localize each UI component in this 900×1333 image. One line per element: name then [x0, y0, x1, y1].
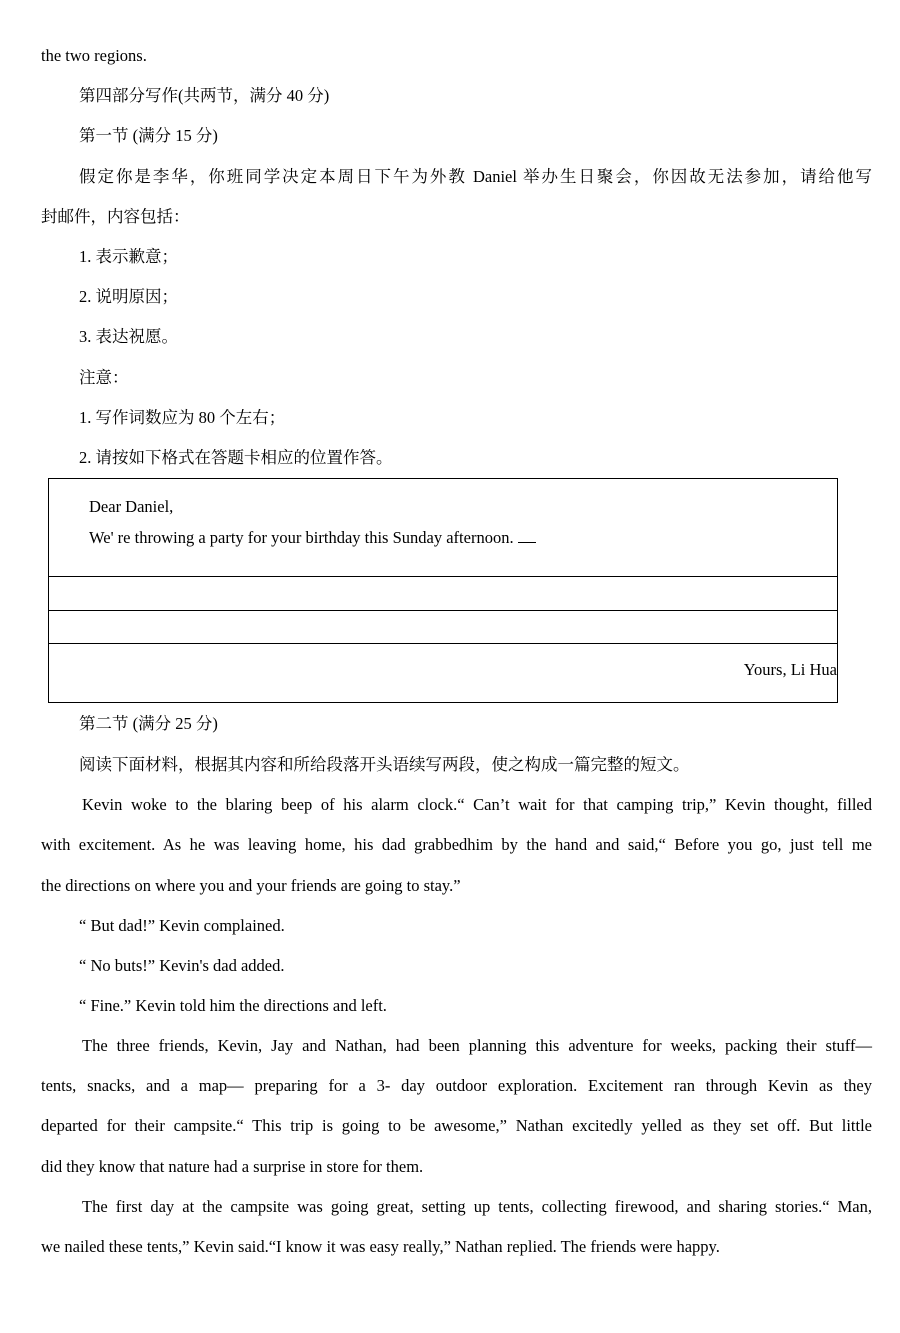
letter-template-box — [48, 478, 838, 703]
story-line: we nailed these tents,” Kevin said.“I know it was easy really,” Nathan replied. The friends were happy. — [41, 1237, 720, 1256]
section-one-heading: 第一节 (满分 15 分) — [79, 126, 218, 145]
letter-signature: Yours, Li Hua — [743, 660, 837, 679]
letter-greeting: Dear Daniel, — [89, 497, 174, 516]
note-item: 1. 写作词数应为 80 个左右； — [79, 408, 286, 427]
story-line: “ But dad!” Kevin complained. — [79, 916, 285, 935]
letter-opening: We' re throwing a party for your birthday this Sunday afternoon. — [89, 528, 514, 547]
text-line: the two regions. — [41, 46, 147, 65]
story-line: Kevin woke to the blaring beep of his alarm clock.“ Can’t wait for that camping trip,” Kevin thought, filled — [82, 795, 872, 814]
story-line: “ Fine.” Kevin told him the directions and left. — [79, 996, 387, 1015]
writing-rule — [49, 610, 837, 611]
requirement-item: 3. 表达祝愿。 — [79, 327, 178, 346]
writing-rule — [49, 643, 837, 644]
note-item: 2. 请按如下格式在答题卡相应的位置作答。 — [79, 448, 393, 467]
story-line: did they know that nature had a surprise in store for them. — [41, 1157, 424, 1176]
writing-rule — [49, 576, 837, 577]
blank-line — [518, 530, 536, 543]
letter-opening-line — [89, 527, 536, 549]
story-line: The three friends, Kevin, Jay and Nathan, had been planning this adventure for weeks, packing their stuff— — [82, 1036, 872, 1055]
requirement-item: 2. 说明原因； — [79, 287, 178, 306]
task-prompt-cont: 封邮件，内容包括： — [41, 207, 190, 226]
task-prompt: 假定你是李华，你班同学决定本周日下午为外教 Daniel 举办生日聚会，你因故无法参加，请给他写 — [79, 167, 872, 186]
story-line: with excitement. As he was leaving home, his dad grabbedhim by the hand and said,“ Before you go, just tell me — [41, 835, 872, 854]
story-line: “ No buts!” Kevin's dad added. — [79, 956, 285, 975]
story-line: tents, snacks, and a map— preparing for a 3- day outdoor exploration. Excitement ran through Kevin as they — [41, 1076, 872, 1095]
section-two-instruction: 阅读下面材料，根据其内容和所给段落开头语续写两段，使之构成一篇完整的短文。 — [79, 755, 690, 774]
part-four-heading: 第四部分写作(共两节，满分 40 分) — [79, 86, 330, 105]
section-two-heading: 第二节 (满分 25 分) — [79, 714, 218, 733]
requirement-item: 1. 表示歉意； — [79, 247, 178, 266]
story-line: departed for their campsite.“ This trip is going to be awesome,” Nathan excitedly yelled as they set off. But little — [41, 1116, 872, 1135]
story-line: The first day at the campsite was going great, setting up tents, collecting firewood, and sharing stories.“ Man, — [82, 1197, 872, 1216]
story-line: the directions on where you and your friends are going to stay.” — [41, 876, 461, 895]
note-heading: 注意： — [79, 368, 129, 387]
